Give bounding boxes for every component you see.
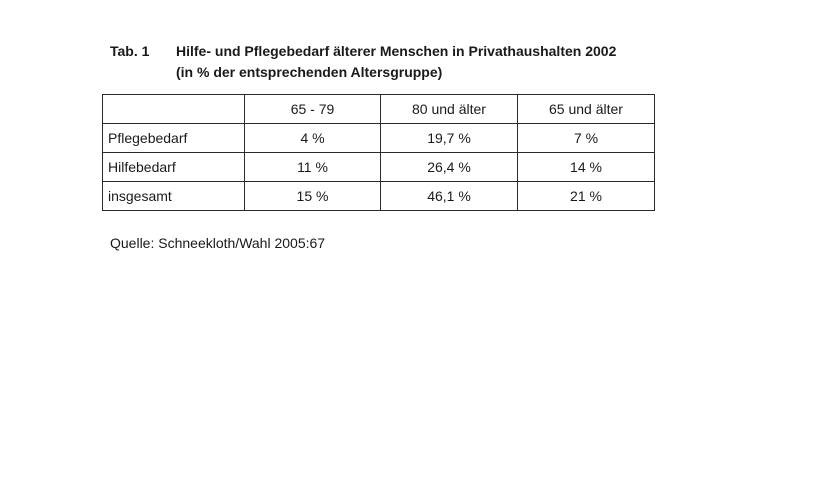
row-label: Pflegebedarf xyxy=(103,124,245,153)
caption-title-line xyxy=(110,41,616,62)
source-note: Quelle: Schneekloth/Wahl 2005:67 xyxy=(110,235,326,251)
table-cell: 15 % xyxy=(245,182,381,211)
caption-title: Hilfe- und Pflegebedarf älterer Menschen in Privathaushalten 2002 xyxy=(176,43,617,59)
table-cell: 11 % xyxy=(245,153,381,182)
column-header: 65 und älter xyxy=(518,95,655,124)
data-table xyxy=(102,94,655,211)
table-cell: 46,1 % xyxy=(381,182,518,211)
table-cell: 7 % xyxy=(518,124,655,153)
table-cell: 14 % xyxy=(518,153,655,182)
column-header: 65 - 79 xyxy=(245,95,381,124)
header-row xyxy=(103,95,655,124)
row-label: insgesamt xyxy=(103,182,245,211)
table-cell: 26,4 % xyxy=(381,153,518,182)
table-caption xyxy=(110,41,616,83)
column-header: 80 und älter xyxy=(381,95,518,124)
table-row xyxy=(103,124,655,153)
table-row xyxy=(103,182,655,211)
caption-label: Tab. 1 xyxy=(110,43,150,59)
table-row xyxy=(103,153,655,182)
header-corner-cell xyxy=(103,95,245,124)
row-label: Hilfebedarf xyxy=(103,153,245,182)
table-cell: 21 % xyxy=(518,182,655,211)
table-cell: 4 % xyxy=(245,124,381,153)
table-cell: 19,7 % xyxy=(381,124,518,153)
caption-subtitle: (in % der entsprechenden Altersgruppe) xyxy=(176,64,443,80)
